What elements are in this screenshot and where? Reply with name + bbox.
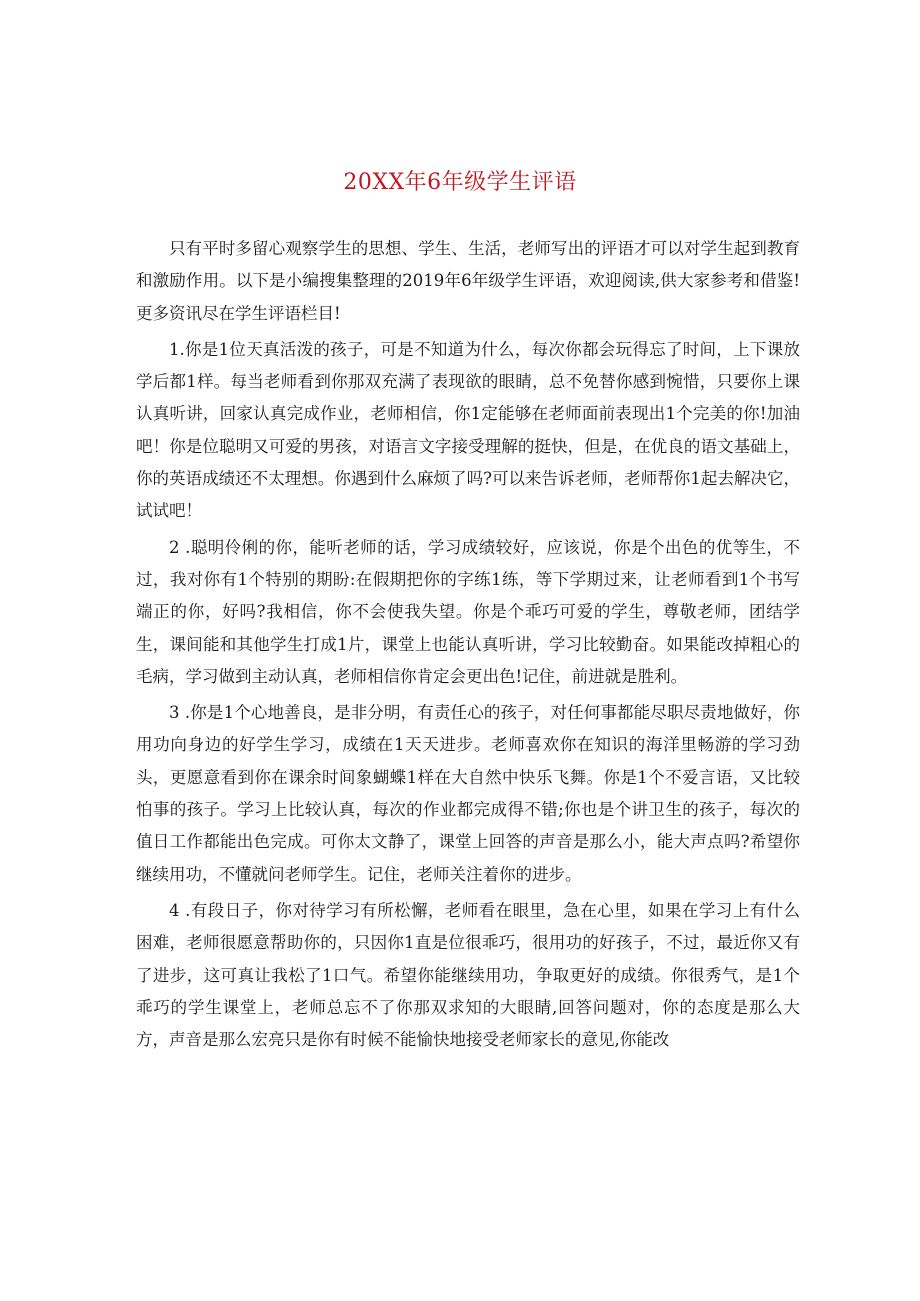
- comment-paragraph-2: 2 .聪明伶俐的你，能听老师的话，学习成绩较好，应该说，你是个出色的优等生，不过，我对你有1个特别的期盼:在假期把你的字练1练，等下学期过来，让老师看到1个书写端正的你，好吗?我相信，你不会使我失望。你是个乖巧可爱的学生，尊敬老师，团结学生，课间能和其他学生打成1片，课堂上也能认真听讲，学习比较勤奋。如果能改掉粗心的毛病，学习做到主动认真，老师相信你肯定会更出色!记住，前进就是胜利。: [136, 537, 800, 686]
- page-title: 20XX年6年级学生评语: [343, 170, 577, 195]
- comment-paragraph-4: 4 .有段日子，你对待学习有所松懈，老师看在眼里，急在心里，如果在学习上有什么困难，老师很愿意帮助你的，只因你1直是位很乖巧，很用功的好孩子，不过，最近你又有了进步，这可真让我松了1口气。希望你能继续用功，争取更好的成绩。你很秀气，是1个乖巧的学生课堂上，老师总忘不了你那双求知的大眼睛,回答问题对，你的态度是那么大方，声音是那么宏亮只是你有时候不能愉快地接受老师家长的意见,你能改: [136, 900, 800, 1050]
- comment-paragraph-1: 1.你是1位天真活泼的孩子，可是不知道为什么，每次你都会玩得忘了时间，上下课放学后都1样。每当老师看到你那双充满了表现欲的眼睛，总不免替你感到惋惜，只要你上课认真听讲，回家认真完成作业，老师相信，你1定能够在老师面前表现出1个完美的你!加油吧！你是位聪明又可爱的男孩，对语言文字接受理解的挺快，但是，在优良的语文基础上，你的英语成绩还不太理想。你遇到什么麻烦了吗?可以来告诉老师，老师帮你1起去解决它，试试吧！: [136, 339, 800, 521]
- comment-paragraph-3: 3 .你是1个心地善良，是非分明，有责任心的孩子，对任何事都能尽职尽责地做好，你用功向身边的好学生学习，成绩在1天天进步。老师喜欢你在知识的海洋里畅游的学习劲头，更愿意看到你在课余时间象蝴蝶1样在大自然中快乐飞舞。你是1个不爱言语，又比较怕事的孩子。学习上比较认真，每次的作业都完成得不错;你也是个讲卫生的孩子，每次的值日工作都能出色完成。可你太文静了，课堂上回答的声音是那么小，能大声点吗?希望你继续用功，不懂就问老师学生。记住，老师关注着你的进步。: [136, 703, 800, 884]
- document-body: [136, 233, 800, 1060]
- intro-paragraph: 只有平时多留心观察学生的思想、学生、生活，老师写出的评语才可以对学生起到教育和激励作用。以下是小编搜集整理的2019年6年级学生评语，欢迎阅读,供大家参考和借鉴!更多资讯尽在学生评语栏目!: [136, 239, 800, 323]
